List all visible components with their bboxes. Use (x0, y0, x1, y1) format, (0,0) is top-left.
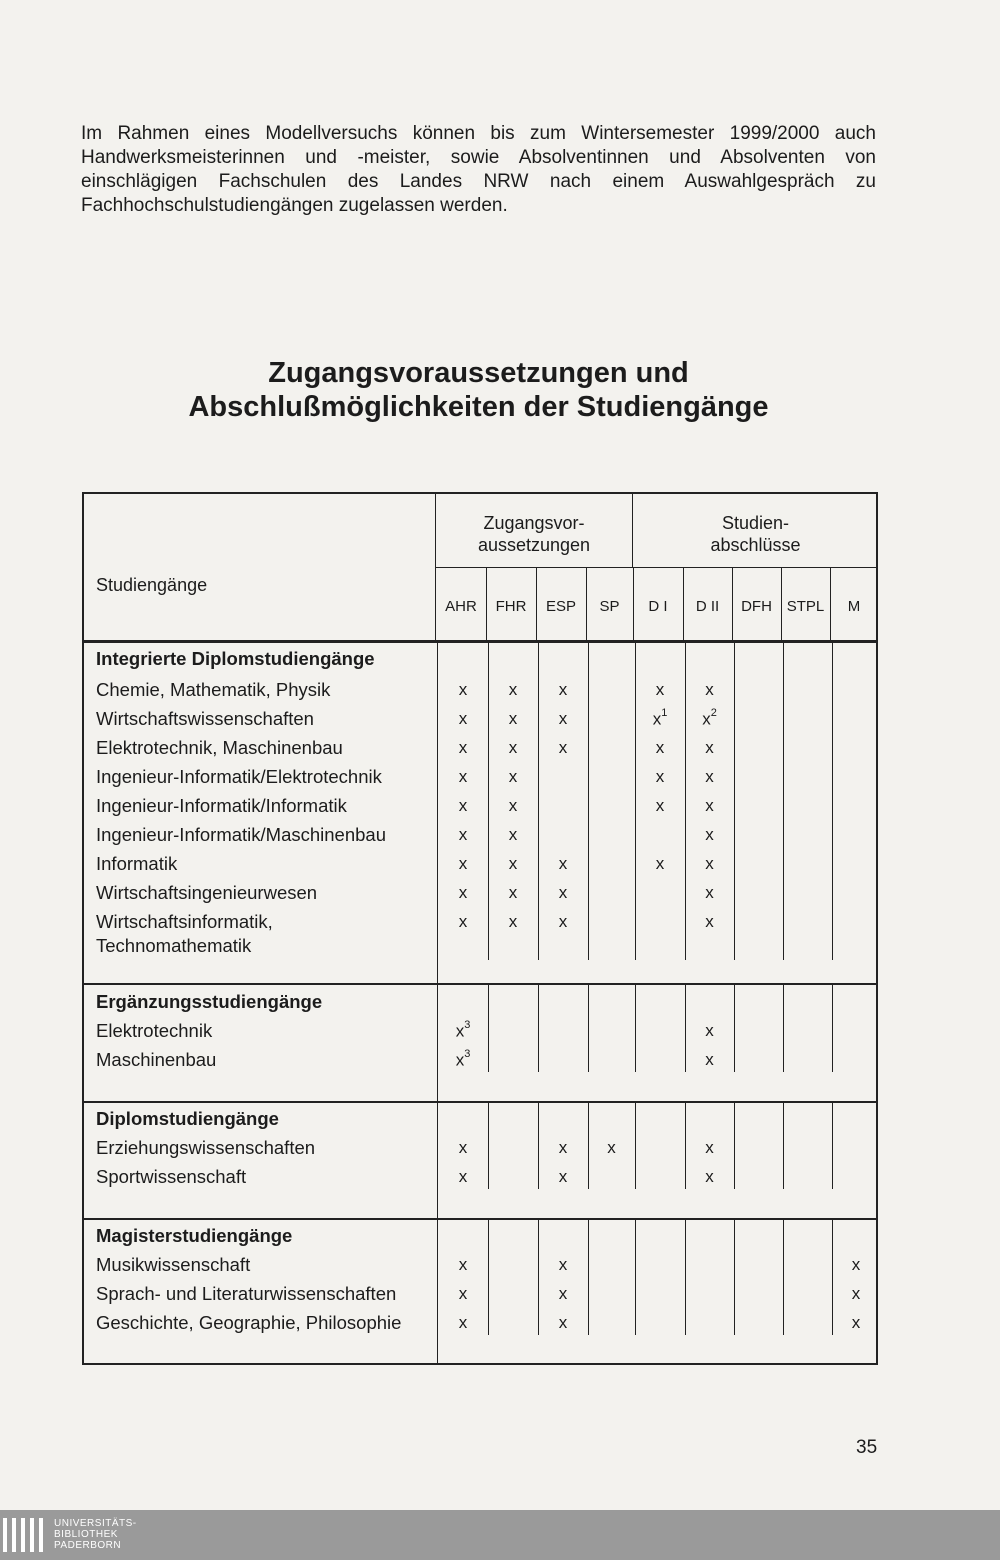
column-divider (832, 985, 833, 1072)
column-divider (588, 642, 589, 960)
row-label (96, 881, 317, 905)
column-divider (588, 1102, 589, 1189)
table-cell-mark: x (458, 1167, 468, 1186)
table-cell-mark: x (558, 854, 568, 873)
row-label-line: Chemie, Mathematik, Physik (96, 679, 331, 700)
table-cell-mark: x (508, 883, 518, 902)
table-cell-mark: x (655, 767, 665, 786)
table-cell-mark: x (558, 912, 568, 931)
column-divider (588, 1219, 589, 1335)
column-divider (734, 985, 735, 1072)
table-cell-mark: x (458, 1255, 468, 1274)
column-divider (685, 985, 686, 1072)
column-divider (783, 642, 784, 960)
row-label-line: Erziehungswissenschaften (96, 1137, 316, 1158)
row-label (96, 1282, 396, 1306)
table-cell-mark: x (705, 767, 714, 786)
column-header-di: D I (648, 598, 668, 615)
column-divider (635, 1102, 636, 1189)
table-cell-mark: x (558, 1255, 568, 1274)
column-header-dii: D II (695, 598, 720, 615)
table-cell-mark: x (508, 738, 518, 757)
column-header-ahr: AHR (445, 598, 477, 615)
library-name-line1: UNIVERSITÄTS- (54, 1518, 137, 1529)
table-group (82, 984, 878, 1103)
table-cell-mark: x (851, 1255, 861, 1274)
column-divider (488, 1102, 489, 1189)
table-cell-mark: $x^1$ (652, 707, 668, 729)
header-abschluss (633, 512, 878, 556)
row-label-line: Maschinenbau (96, 1049, 217, 1070)
column-divider (734, 642, 735, 960)
column-divider (538, 1102, 539, 1189)
table-cell-mark: x (558, 1284, 568, 1303)
row-label-line: Ingenieur-Informatik/Informatik (96, 795, 347, 816)
table-cell-mark: x (705, 680, 714, 699)
column-divider (685, 642, 686, 960)
table-cell-mark: x (458, 825, 468, 844)
column-header-stpl: STPL (786, 598, 825, 615)
table-cell-mark: x (458, 767, 468, 786)
column-divider (832, 1219, 833, 1335)
page-title (81, 356, 876, 424)
table-cell-mark: x (655, 854, 665, 873)
row-label (96, 823, 386, 847)
column-divider (832, 1102, 833, 1189)
row-label-line: Sprach- und Literaturwissenschaften (96, 1283, 397, 1304)
column-divider (538, 1219, 539, 1335)
row-label-line: Elektrotechnik, Maschinenbau (96, 737, 343, 758)
table-cell-mark: x (458, 1284, 468, 1303)
table-cell-mark: x (458, 854, 468, 873)
title-line-1: Zugangsvoraussetzungen und (268, 357, 689, 389)
table-group (82, 1101, 878, 1220)
row-label (96, 794, 347, 818)
row-label-line: Informatik (96, 853, 178, 874)
table-cell-mark: x (458, 680, 468, 699)
table-cell-mark: x (458, 1313, 468, 1332)
column-divider (783, 985, 784, 1072)
table-cell-mark: x (458, 1138, 468, 1157)
library-logo-icon (3, 1518, 43, 1552)
table-cell-mark: x (851, 1313, 861, 1332)
column-divider (685, 1102, 686, 1189)
row-label-line: Sportwissenschaft (96, 1166, 247, 1187)
table-cell-mark: x (705, 1167, 714, 1186)
label-column-divider (437, 985, 438, 1101)
group-title: Diplomstudiengänge (96, 1108, 279, 1129)
row-label-line: Technomathematik (96, 935, 252, 956)
column-divider (538, 642, 539, 960)
table-cell-mark: x (558, 680, 568, 699)
header-zugang (436, 512, 632, 556)
row-label (96, 1165, 246, 1189)
table-cell-mark: x (458, 796, 468, 815)
header-zugang-line2: aussetzungen (477, 535, 591, 555)
table-group (82, 1218, 878, 1365)
column-divider (538, 985, 539, 1072)
table-cell-mark: x (558, 1313, 568, 1332)
column-divider (488, 1219, 489, 1335)
column-divider (635, 985, 636, 1072)
table-cell-mark: x (508, 709, 518, 728)
table-cell-mark: x (655, 796, 665, 815)
column-divider (685, 1219, 686, 1335)
column-header-fhr: FHR (495, 598, 527, 615)
table-cell-mark: x (705, 854, 714, 873)
column-divider (783, 1102, 784, 1189)
table-cell-mark: x (508, 912, 518, 931)
header-abschluss-line1: Studien- (721, 513, 790, 533)
label-column-divider (437, 1219, 438, 1363)
table-cell-mark: x (458, 883, 468, 902)
table-cell-mark: x (851, 1284, 861, 1303)
label-column-divider (437, 642, 438, 983)
table-cell-mark: $x^3$ (455, 1019, 471, 1041)
table-cell-mark: x (705, 1050, 714, 1069)
label-column-divider (437, 1102, 438, 1218)
library-name (54, 1518, 137, 1551)
table-cell-mark: x (705, 825, 714, 844)
table-cell-mark: x (508, 767, 518, 786)
table-cell-mark: x (558, 1167, 568, 1186)
row-label-line: Wirtschaftswissenschaften (96, 708, 314, 729)
library-name-line3: PADERBORN (54, 1540, 122, 1551)
header-studiengaenge: Studiengänge (96, 575, 208, 595)
table-cell-mark: x (558, 709, 568, 728)
group-title: Ergänzungsstudiengänge (96, 991, 323, 1012)
table-header (82, 492, 878, 643)
table-cell-mark: x (508, 854, 518, 873)
table-cell-mark: x (508, 796, 518, 815)
row-label (96, 1136, 315, 1160)
row-label-line: Geschichte, Geographie, Philosophie (96, 1312, 402, 1333)
library-footer (0, 1510, 1000, 1560)
column-divider (635, 642, 636, 960)
table-cell-mark: x (655, 680, 665, 699)
group-title: Integrierte Diplomstudiengänge (96, 648, 375, 669)
row-label (96, 910, 273, 958)
table-cell-mark: x (458, 709, 468, 728)
group-title: Magisterstudiengänge (96, 1225, 293, 1246)
table-cell-mark: x (508, 680, 518, 699)
column-header-esp: ESP (545, 598, 576, 615)
library-name-line2: BIBLIOTHEK (54, 1529, 118, 1540)
table-cell-mark: x (458, 912, 468, 931)
row-label (96, 678, 330, 702)
table-group (82, 640, 878, 985)
column-divider (734, 1219, 735, 1335)
column-divider (635, 1219, 636, 1335)
row-label (96, 1253, 250, 1277)
header-divider (435, 567, 876, 568)
column-divider (588, 985, 589, 1072)
row-label (96, 1311, 401, 1335)
column-header-m: M (847, 598, 861, 615)
table-cell-mark: x (607, 1138, 616, 1157)
row-label-line: Elektrotechnik (96, 1020, 213, 1041)
row-label-line: Wirtschaftsingenieurwesen (96, 882, 318, 903)
table-cell-mark: x (705, 738, 714, 757)
table-cell-mark: x (508, 825, 518, 844)
table-cell-mark: x (458, 738, 468, 757)
column-divider (488, 642, 489, 960)
table-cell-mark: x (558, 1138, 568, 1157)
column-divider (734, 1102, 735, 1189)
column-divider (783, 1219, 784, 1335)
row-label (96, 736, 343, 760)
table-cell-mark: $x^3$ (455, 1048, 471, 1070)
header-abschluss-line2: abschlüsse (710, 535, 801, 555)
column-header-sp: SP (599, 598, 620, 615)
row-label-line: Wirtschaftsinformatik, (96, 911, 273, 932)
page-number: 35 (856, 1437, 878, 1458)
table-cell-mark: x (558, 883, 568, 902)
column-divider (488, 985, 489, 1072)
table-cell-mark: $x^2$ (702, 707, 717, 729)
title-line-2: Abschlußmöglichkeiten der Studiengänge (188, 391, 769, 423)
row-label-line: Ingenieur-Informatik/Maschinenbau (96, 824, 386, 845)
row-label-line: Musikwissenschaft (96, 1254, 251, 1275)
table-cell-mark: x (705, 1021, 714, 1040)
column-header-dfh: DFH (741, 598, 772, 615)
table-cell-mark: x (705, 883, 714, 902)
table-cell-mark: x (705, 1138, 714, 1157)
row-label (96, 765, 382, 789)
row-label-line: Ingenieur-Informatik/Elektrotechnik (96, 766, 382, 787)
row-label (96, 1019, 212, 1043)
table-cell-mark: x (655, 738, 665, 757)
row-label (96, 1048, 216, 1072)
table-cell-mark: x (558, 738, 568, 757)
header-zugang-line1: Zugangsvor- (483, 513, 585, 533)
table-cell-mark: x (705, 796, 714, 815)
table-cell-mark: x (705, 912, 714, 931)
intro-paragraph: Im Rahmen eines Modellversuchs können bis zum Wintersemester 1999/2000 auch Handwerksmeisterinnen und -meister, sowie Absolventinnen und Absolventen von einschlägigen Fachschulen des Landes NRW nach einem Auswahlgespräch zu Fachhochschulstudiengängen zugelassen werden. (81, 123, 876, 216)
column-divider (832, 642, 833, 960)
row-label (96, 707, 314, 731)
row-label (96, 852, 177, 876)
